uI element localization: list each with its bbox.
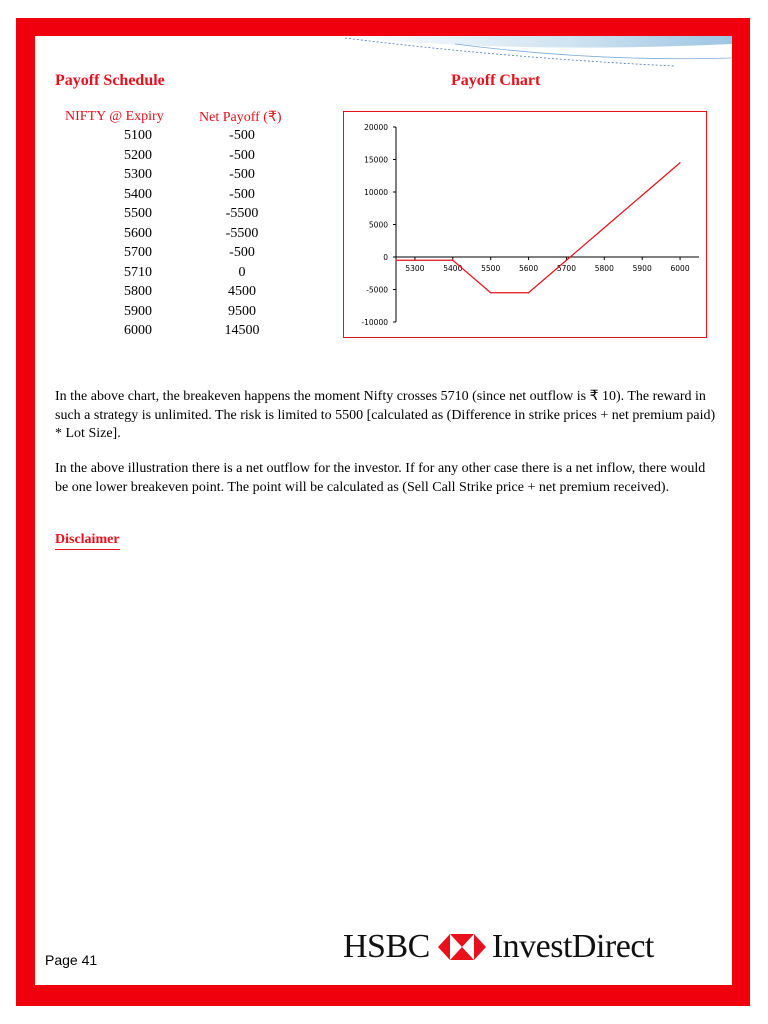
payoff-point [570,256,571,257]
y-tick-label: -10000 [361,318,388,327]
nifty-value: 5200 [124,147,152,163]
payoff-point [604,227,605,228]
payoff-point [642,195,643,196]
payoff-value: -500 [229,128,255,143]
payoff-value: -500 [229,186,255,202]
nifty-value: 5500 [124,206,152,221]
payoff-value: 14500 [224,323,260,338]
payoff-value: -5500 [225,225,259,241]
x-tick-label: 5900 [632,264,652,273]
y-tick-label: 15000 [364,155,388,165]
payoff-value: 9500 [228,303,256,319]
brand-investdirect-text: InvestDirect [491,928,654,965]
payoff-chart-title: Payoff Chart [451,72,541,89]
nifty-value: 5710 [124,264,152,280]
payoff-point [679,162,680,163]
payoff-chart-svg [344,112,706,337]
x-tick-label: 5500 [481,264,501,273]
payoff-point [452,260,453,261]
nifty-value: 6000 [124,323,152,338]
hsbc-investdirect-logo [343,927,654,967]
breakeven-paragraph: In the above chart, the breakeven happens the moment Nifty crosses 5710 (since net outflow is ₹ 10). The reward in such a strategy is unlimited. The risk is limited to 5500 [calculated as (Difference in strike prices + net premium paid) * Lot Size]. [55,389,716,441]
page-corner-tab [732,922,750,972]
payoff-line [396,163,680,293]
brand-hsbc-text: HSBC [343,928,430,965]
nifty-value: 5600 [124,225,152,241]
column-header-payoff: Net Payoff (₹) [199,110,282,125]
payoff-point [490,292,491,293]
hsbc-hexagon-icon [438,934,486,960]
payoff-value: -5500 [225,206,259,221]
nifty-value: 5100 [124,128,152,143]
x-tick-label: 5300 [405,264,425,273]
column-header-nifty: NIFTY @ Expiry [65,109,164,124]
y-tick-label: -5000 [366,285,388,295]
y-tick-label: 10000 [364,188,388,197]
nifty-value: 5700 [124,245,152,260]
y-tick-label: 0 [383,253,388,262]
x-tick-label: 5600 [519,264,539,273]
payoff-value: -500 [229,147,255,163]
x-tick-label: 5800 [594,264,614,273]
x-tick-label: 6000 [670,264,690,273]
disclaimer-link[interactable]: Disclaimer [55,532,120,550]
payoff-value: -500 [229,167,255,182]
payoff-point [395,260,396,261]
payoff-value: 0 [238,264,246,280]
document-page [35,36,732,985]
payoff-value: -500 [229,245,255,260]
page-number: Page 41 [45,952,98,968]
payoff-value: 4500 [228,284,256,299]
y-tick-label: 5000 [368,220,388,230]
y-tick-label: 20000 [364,123,388,132]
payoff-chart [343,111,707,338]
nifty-value: 5300 [124,167,152,182]
header-swoosh-decoration [35,36,732,76]
x-tick-label: 5700 [556,264,576,273]
nifty-value: 5900 [124,303,152,319]
nifty-value: 5800 [124,284,152,299]
net-outflow-paragraph: In the above illustration there is a net outflow for the investor. If for any other case there is a net inflow, there would be one lower breakeven point. The point will be calculated as (Sell Call Strike price + net premium received). [55,461,706,495]
x-tick-label: 5400 [443,264,463,273]
payoff-schedule-title: Payoff Schedule [55,72,165,89]
payoff-point [528,292,529,293]
nifty-value: 5400 [124,186,152,202]
payoff-point [566,260,567,261]
